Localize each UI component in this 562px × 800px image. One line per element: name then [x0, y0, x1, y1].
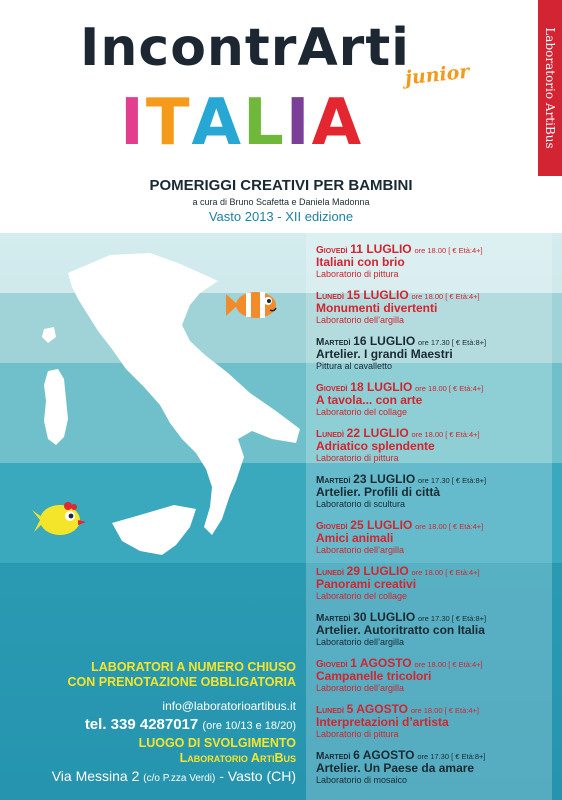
event-day: Giovedì — [316, 245, 348, 256]
event-date-line — [316, 426, 556, 440]
event-info: ore 18.00 [ € Età:4+] — [411, 292, 480, 301]
event-item — [316, 288, 556, 326]
event-day: Giovedì — [316, 383, 348, 394]
event-subtitle: Laboratorio di pittura — [316, 269, 399, 279]
event-date: 5 AGOSTO — [346, 702, 409, 716]
event-day: Martedì — [316, 475, 351, 486]
venue-name: Laboratorio ArtiBus — [179, 751, 296, 765]
event-day: Giovedì — [316, 659, 348, 670]
yellow-bird-fish-icon — [30, 498, 88, 538]
event-item — [316, 656, 556, 694]
event-title: Panorami creativi — [316, 577, 417, 591]
event-date: 25 LUGLIO — [350, 518, 413, 532]
title-italia-letter: T — [145, 86, 192, 160]
address-street: Via Messina 2 — [51, 768, 140, 784]
event-title: Italiani con brio — [316, 255, 405, 269]
event-info: ore 18.00 [ € Età:4+] — [410, 706, 479, 715]
event-title: Campanelle tricolori — [316, 669, 432, 683]
event-date: 15 LUGLIO — [346, 288, 409, 302]
address-note: (c/o P.zza Verdi) — [143, 773, 216, 784]
event-info: ore 18.00 [ € Età:4+] — [414, 660, 483, 669]
event-date: 30 LUGLIO — [353, 610, 416, 624]
event-item — [316, 426, 556, 464]
title-italia-letter: I — [120, 86, 146, 160]
event-info: ore 17.30 [ € Età:8+] — [417, 476, 487, 485]
event-date-line — [316, 334, 556, 348]
event-title: Monumenti divertenti — [316, 301, 438, 315]
notice-line-2: CON PRENOTAZIONE OBBLIGATORIA — [67, 675, 296, 689]
event-info: ore 17.30 [ € Età:8+] — [417, 338, 487, 347]
phone — [85, 716, 296, 733]
address-city: - Vasto (CH) — [219, 768, 296, 784]
title-italia-letter: A — [191, 86, 243, 160]
event-title: Interpretazioni d’artista — [316, 715, 449, 729]
event-info: ore 17.30 [ € Età:8+] — [417, 614, 487, 623]
event-day: Lunedì — [316, 567, 344, 578]
event-item — [316, 334, 556, 372]
event-date: 22 LUGLIO — [346, 426, 409, 440]
event-info: ore 18.00 [ € Età:4+] — [411, 430, 480, 439]
event-subtitle: Laboratorio del collage — [316, 407, 408, 417]
junior-label: junior — [404, 60, 471, 90]
subtitle: POMERIGGI CREATIVI PER BAMBINI — [149, 177, 413, 194]
event-subtitle: Laboratorio di scultura — [316, 499, 406, 509]
event-date: 18 LUGLIO — [350, 380, 413, 394]
event-subtitle: Laboratorio del collage — [316, 591, 408, 601]
event-date-line — [316, 288, 556, 302]
event-date: 11 LUGLIO — [350, 242, 412, 256]
event-date-line — [316, 472, 556, 486]
address — [52, 768, 296, 784]
event-item — [316, 610, 556, 648]
title-incontrarti: IncontrArti — [80, 18, 411, 78]
event-date: 16 LUGLIO — [353, 334, 416, 348]
event-title: Artelier. Un Paese da amare — [316, 761, 475, 775]
event-subtitle: Pittura al cavalletto — [316, 361, 393, 371]
event-info: ore 17.30 [ € Età:8+] — [417, 752, 486, 761]
title-italia-letter: I — [285, 86, 312, 160]
event-date: 1 AGOSTO — [350, 656, 412, 670]
event-date-line — [316, 380, 556, 394]
event-date-line — [316, 656, 556, 670]
email[interactable]: info@laboratorioartibus.it — [162, 699, 296, 713]
event-item — [316, 748, 556, 786]
event-day: Martedì — [316, 337, 351, 348]
event-subtitle: Laboratorio di pittura — [316, 453, 399, 463]
notice-line-1: LABORATORI A NUMERO CHIUSO — [91, 660, 296, 674]
curated-by: a cura di Bruno Scafetta e Daniela Madonna — [192, 197, 370, 207]
event-date: 23 LUGLIO — [353, 472, 416, 486]
event-item — [316, 564, 556, 602]
event-date-line — [316, 702, 556, 716]
event-date-line — [316, 518, 556, 532]
event-date: 6 AGOSTO — [353, 748, 415, 762]
header-area — [0, 0, 562, 233]
event-title: Adriatico splendente — [316, 439, 435, 453]
event-title: Artelier. I grandi Maestri — [316, 347, 453, 361]
side-label-artibus — [538, 0, 562, 176]
title-italia-letter: A — [311, 86, 364, 160]
phone-number[interactable]: tel. 339 4287017 — [84, 716, 199, 733]
event-date-line — [316, 242, 556, 256]
venue-label: LUOGO DI SVOLGIMENTO — [138, 736, 296, 750]
event-subtitle: Laboratorio di pittura — [316, 729, 399, 739]
event-day: Martedì — [316, 613, 351, 624]
title-italia-letter: L — [243, 86, 286, 160]
side-label-text: Laboratorio ArtiBus — [543, 27, 557, 149]
event-title: A tavola... con arte — [316, 393, 423, 407]
event-day: Lunedì — [316, 291, 344, 302]
event-date-line — [316, 564, 556, 578]
event-date-line — [316, 748, 556, 762]
event-subtitle: Laboratorio dell’argilla — [316, 545, 405, 555]
event-subtitle: Laboratorio dell’argilla — [316, 683, 405, 693]
event-title: Artelier. Profili di città — [316, 485, 441, 499]
event-date-line — [316, 610, 556, 624]
event-subtitle: Laboratorio dell’argilla — [316, 315, 405, 325]
event-item — [316, 380, 556, 418]
clownfish-icon — [222, 288, 280, 322]
event-date: 29 LUGLIO — [346, 564, 409, 578]
phone-hours: (ore 10/13 e 18/20) — [202, 720, 296, 732]
event-day: Giovedì — [316, 521, 348, 532]
event-title: Artelier. Autoritratto con Italia — [316, 623, 485, 637]
event-title: Amici animali — [316, 531, 394, 545]
event-subtitle: Laboratorio di mosaico — [316, 775, 408, 785]
event-info: ore 18.00 [ € Età:4+] — [414, 246, 483, 255]
event-item — [316, 472, 556, 510]
edition: Vasto 2013 - XII edizione — [208, 209, 354, 224]
event-info: ore 18.00 [ € Età:4+] — [415, 384, 484, 393]
event-item — [316, 242, 556, 280]
event-day: Lunedì — [316, 429, 344, 440]
event-day: Lunedì — [316, 705, 344, 716]
event-subtitle: Laboratorio dell’argilla — [316, 637, 405, 647]
event-day: Martedì — [316, 751, 351, 762]
event-info: ore 18.00 [ € Età:4+] — [415, 522, 484, 531]
title-italia — [120, 86, 363, 160]
event-item — [316, 518, 556, 556]
event-item — [316, 702, 556, 740]
event-info: ore 18.00 [ € Età:4+] — [411, 568, 480, 577]
